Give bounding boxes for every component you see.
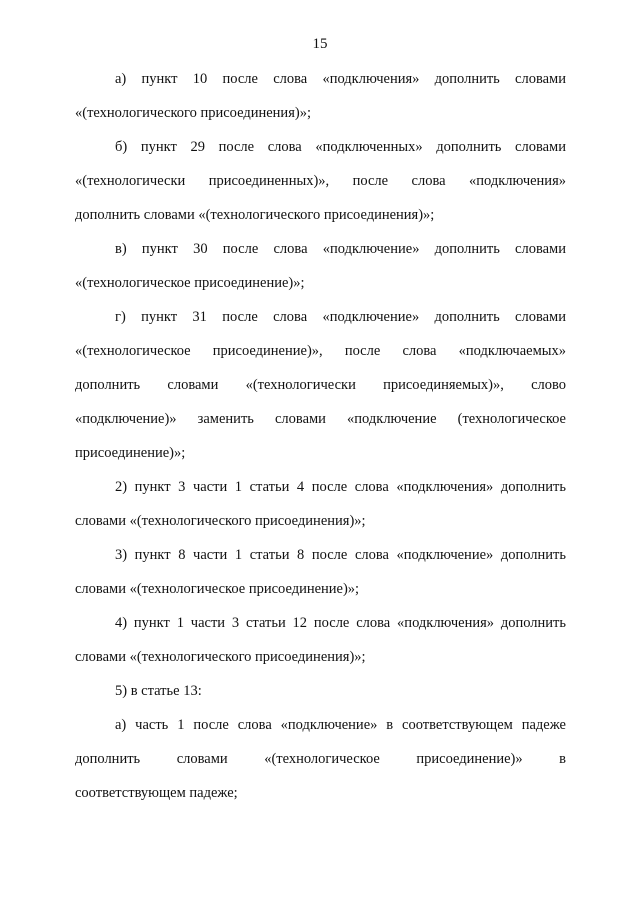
text-line: 2) пункт 3 части 1 статьи 4 после слова «подключения» дополнить	[115, 479, 566, 495]
text-line: 5) в статье 13:	[115, 683, 202, 699]
document-body	[75, 62, 566, 810]
paragraph-4-article-12	[75, 606, 566, 674]
text-line: а) пункт 10 после слова «подключения» дополнить словами	[115, 71, 566, 87]
paragraph-b-item-29	[75, 130, 566, 232]
text-line: «подключение)» заменить словами «подключение (технологическое	[75, 411, 566, 427]
text-line: «(технологическое присоединение)», после слова «подключаемых»	[75, 343, 566, 359]
paragraph-v-item-30	[75, 232, 566, 300]
text-line: в) пункт 30 после слова «подключение» дополнить словами	[115, 241, 566, 257]
text-line: дополнить словами «(технологического присоединения)»;	[75, 207, 435, 223]
text-line: «(технологически присоединенных)», после слова «подключения»	[75, 173, 566, 189]
text-line: соответствующем падеже;	[75, 785, 238, 801]
text-line: 3) пункт 8 части 1 статьи 8 после слова «подключение» дополнить	[115, 547, 566, 563]
text-line: словами «(технологического присоединения)»;	[75, 649, 366, 665]
text-line: дополнить словами «(технологически присоединяемых)», слово	[75, 377, 566, 393]
paragraph-2-article-4	[75, 470, 566, 538]
paragraph-a-item-10	[75, 62, 566, 130]
text-line: г) пункт 31 после слова «подключение» дополнить словами	[115, 309, 566, 325]
text-line: а) часть 1 после слова «подключение» в соответствующем падеже	[115, 717, 566, 733]
paragraph-3-article-8	[75, 538, 566, 606]
paragraph-5-article-13	[75, 674, 566, 708]
text-line: словами «(технологическое присоединение)»;	[75, 581, 360, 597]
text-line: присоединение)»;	[75, 445, 186, 461]
text-line: дополнить словами «(технологическое присоединение)» в	[75, 751, 566, 767]
text-line: «(технологического присоединения)»;	[75, 105, 311, 121]
paragraph-a-part-1	[75, 708, 566, 810]
text-line: 4) пункт 1 части 3 статьи 12 после слова «подключения» дополнить	[115, 615, 566, 631]
page-number: 15	[312, 36, 328, 52]
text-line: «(технологическое присоединение)»;	[75, 275, 305, 291]
paragraph-g-item-31	[75, 300, 566, 470]
text-line: б) пункт 29 после слова «подключенных» дополнить словами	[115, 139, 566, 155]
text-line: словами «(технологического присоединения)»;	[75, 513, 366, 529]
